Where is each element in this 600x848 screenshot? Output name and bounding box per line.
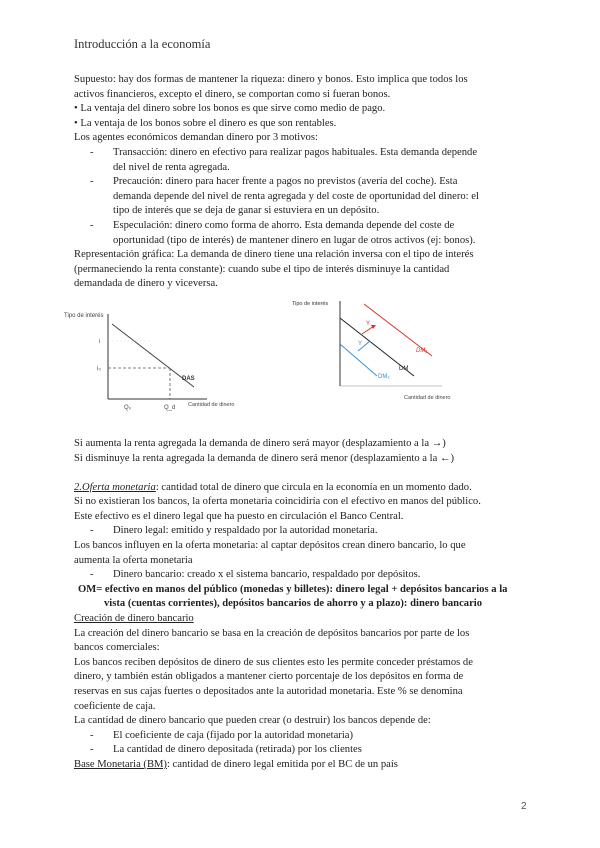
list-item-coeficiente bbox=[74, 729, 544, 744]
dash-marker: - bbox=[90, 219, 94, 231]
paragraph: Los agentes económicos demandan dinero por 3 motivos: bbox=[74, 132, 318, 144]
list-text: La cantidad de dinero depositada (retirada) por los clientes bbox=[113, 744, 362, 756]
paragraph: La creación del dinero bancario se basa en la creación de depósitos bancarios por parte de los bbox=[74, 627, 470, 639]
paragraph: Si aumenta la renta agregada la demanda de dinero será mayor (desplazamiento a la →) bbox=[74, 437, 446, 449]
section-heading-oferta: 2.Oferta monetaria bbox=[74, 481, 156, 493]
y-axis-label: Tipo de interés bbox=[64, 312, 104, 319]
dash-marker: - bbox=[90, 744, 94, 756]
list-text: oportunidad (tipo de interés) de mantener dinero en lugar de otros activos (ej: bonos). bbox=[113, 234, 476, 246]
money-demand-chart bbox=[62, 306, 292, 416]
list-item-dinero-legal bbox=[74, 524, 544, 539]
bullet-item: • La ventaja de los bonos sobre el dinero es que son rentables. bbox=[74, 117, 337, 129]
paragraph: Los bancos reciben depósitos de dinero de sus clientes esto les permite conceder préstamos de bbox=[74, 656, 473, 668]
list-text: Especulación: dinero como forma de ahorro. Esta demanda depende del coste de bbox=[113, 219, 455, 231]
page-number: 2 bbox=[521, 801, 527, 812]
curve-label-dm2: DM₂ bbox=[378, 373, 390, 380]
list-item-especulacion bbox=[74, 219, 544, 248]
arrow-label-y-down: Y bbox=[358, 340, 363, 347]
dash-marker: - bbox=[90, 569, 94, 581]
paragraph: Si no existieran los bancos, la oferta monetaria coincidiría con el efectivo en manos del público. bbox=[74, 496, 481, 508]
dash-marker: - bbox=[90, 525, 94, 537]
paragraph: Este efectivo es el dinero legal que ha puesto en circulación el Banco Central. bbox=[74, 510, 404, 522]
list-item-transaccion bbox=[74, 146, 544, 175]
page-content bbox=[64, 73, 544, 773]
list-text: tipo de interés que se deja de ganar si estuviera en un depósito. bbox=[113, 205, 380, 217]
list-item-precaucion bbox=[74, 175, 544, 219]
paragraph: La cantidad de dinero bancario que pueden crear (o destruir) los bancos depende de: bbox=[74, 715, 431, 727]
section-heading-base-monetaria: Base Monetaria (BM) bbox=[74, 758, 167, 770]
paragraph: coeficiente de caja. bbox=[74, 700, 156, 712]
list-text: Dinero legal: emitido y respaldado por la autoridad monetaria. bbox=[113, 525, 378, 537]
list-text: Transacción: dinero en efectivo para realizar pagos habituales. Esta demanda depende bbox=[113, 146, 478, 158]
paragraph: Supuesto: hay dos formas de mantener la riqueza: dinero y bonos. Esto implica que todos los bbox=[74, 74, 468, 85]
dash-marker: - bbox=[90, 146, 94, 158]
dash-marker: - bbox=[90, 176, 94, 188]
list-text: demanda depende del nivel de renta agregada y del coste de oportunidad del dinero: el bbox=[113, 190, 479, 202]
curve-label-dm1: DM₁ bbox=[416, 347, 428, 354]
section-heading-creacion: Creación de dinero bancario bbox=[74, 613, 194, 625]
paragraph: (permaneciendo la renta constante): cuando sube el tipo de interés disminuye la cantidad bbox=[74, 263, 450, 275]
text: : cantidad total de dinero que circula en la economía en un momento dado. bbox=[155, 481, 472, 493]
paragraph: demandada de dinero y viceversa. bbox=[74, 278, 218, 290]
y-axis-label: Tipo de interés bbox=[292, 300, 329, 307]
paragraph: dinero, y también están obligados a mantener cierto porcentaje de los depósitos en forma de bbox=[74, 671, 464, 683]
paragraph: aumenta la oferta monetaria bbox=[74, 554, 193, 566]
list-item-cantidad-depositada bbox=[74, 743, 544, 758]
list-text: El coeficiente de caja (fijado por la autoridad monetaria) bbox=[113, 729, 354, 741]
paragraph: Los bancos influyen en la oferta monetaria: al captar depósitos crean dinero bancario, lo que bbox=[74, 540, 466, 552]
paragraph: bancos comerciales: bbox=[74, 642, 160, 654]
om-formula-cont: vista (cuentas corrientes), depósitos bancarios de ahorro y a plazo): dinero bancario bbox=[104, 598, 483, 610]
page-header: Introducción a la economía bbox=[74, 37, 211, 51]
curve-label-dm: DM bbox=[399, 365, 409, 372]
x-tick-qd: Q_d bbox=[164, 404, 176, 411]
list-text: Dinero bancario: creado x el sistema bancario, respaldado por depósitos. bbox=[113, 569, 421, 581]
arrow-label-y-up: Y bbox=[366, 320, 371, 327]
list-text: Precaución: dinero para hacer frente a pagos no previstos (avería del coche). Esta bbox=[113, 176, 458, 188]
spacer bbox=[74, 466, 544, 481]
dash-marker: - bbox=[90, 729, 94, 741]
paragraph bbox=[74, 481, 544, 496]
paragraph bbox=[74, 758, 544, 773]
charts-row bbox=[64, 296, 544, 431]
money-demand-shift-chart bbox=[292, 296, 462, 411]
x-axis-label: Cantidad de dinero bbox=[404, 394, 451, 401]
x-tick-q0: Q₀ bbox=[124, 404, 132, 411]
paragraph: Representación gráfica: La demanda de dinero tiene una relación inversa con el tipo de interés bbox=[74, 249, 474, 261]
x-axis-label: Cantidad de dinero bbox=[188, 401, 235, 408]
paragraph: Si disminuye la renta agregada la demanda de dinero será menor (desplazamiento a la ←) bbox=[74, 452, 455, 464]
y-tick-i: i bbox=[99, 338, 101, 345]
om-formula: OM= efectivo en manos del público (monedas y billetes): dinero legal + depósitos bancarios a la bbox=[78, 583, 508, 595]
list-item-dinero-bancario bbox=[74, 568, 544, 583]
text: : cantidad de dinero legal emitida por el BC de un país bbox=[166, 758, 398, 770]
list-text: del nivel de renta agregada. bbox=[113, 161, 230, 173]
paragraph: activos financieros, excepto el dinero, se comportan como si fueran bonos. bbox=[74, 88, 391, 100]
curve-label-das: DAS bbox=[182, 375, 195, 382]
paragraph: reservas en sus cajas fuertes o depositados ante la autoridad monetaria. Este % se denomina bbox=[74, 686, 463, 697]
bullet-item: • La ventaja del dinero sobre los bonos es que sirve como medio de pago. bbox=[74, 103, 386, 115]
y-tick-i0: i₀ bbox=[97, 365, 101, 372]
